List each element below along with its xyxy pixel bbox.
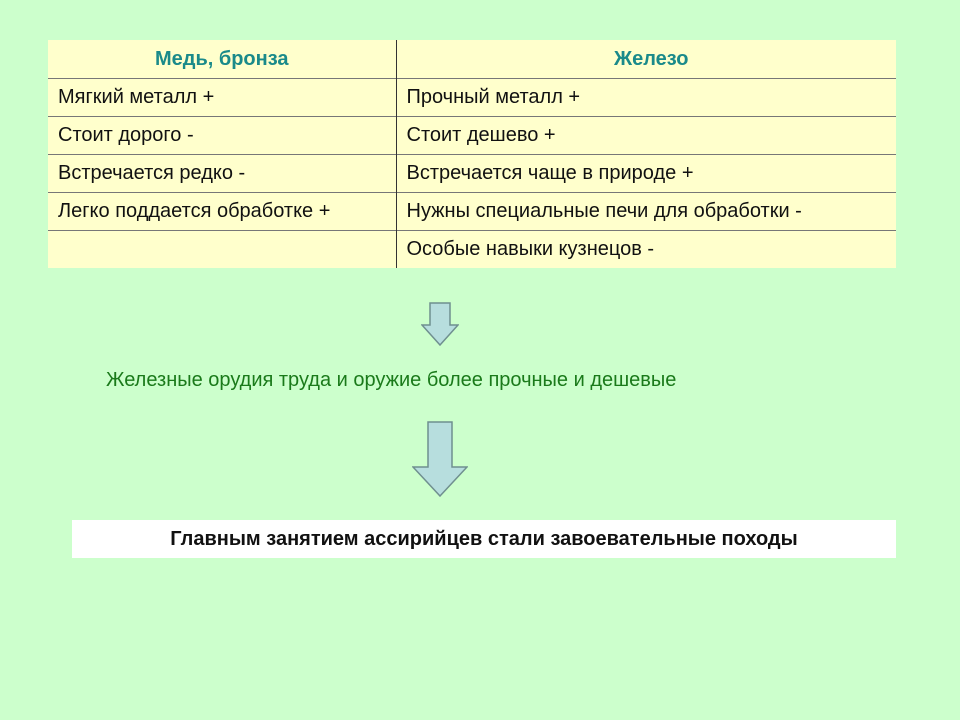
header-iron: Железо — [614, 47, 689, 70]
table-row — [48, 117, 896, 155]
cell-copper: Стоит дорого - — [48, 117, 396, 155]
comparison-table — [48, 40, 896, 268]
cell-iron: Стоит дешево + — [396, 117, 896, 155]
cell-copper: Легко поддается обработке + — [48, 193, 396, 231]
cell-iron: Прочный металл + — [396, 79, 896, 117]
cell-copper-empty — [48, 231, 396, 269]
table-header-row — [48, 40, 896, 79]
table-row — [48, 231, 896, 269]
table-row — [48, 79, 896, 117]
cell-iron: Встречается чаще в природе + — [396, 155, 896, 193]
cell-iron: Особые навыки кузнецов - — [396, 231, 896, 269]
table-row — [48, 193, 896, 231]
result-text: Главным занятием ассирийцев стали завоевательные походы — [170, 527, 798, 550]
cell-copper: Встречается редко - — [48, 155, 396, 193]
down-arrow-icon — [421, 302, 459, 346]
result-box — [72, 520, 896, 558]
header-copper-bronze: Медь, бронза — [48, 40, 396, 79]
down-arrow-icon — [412, 421, 468, 497]
conclusion-text: Железные орудия труда и оружие более прочные и дешевые — [106, 369, 677, 391]
table-row — [48, 155, 896, 193]
cell-iron: Нужны специальные печи для обработки - — [396, 193, 896, 231]
cell-copper: Мягкий металл + — [48, 79, 396, 117]
